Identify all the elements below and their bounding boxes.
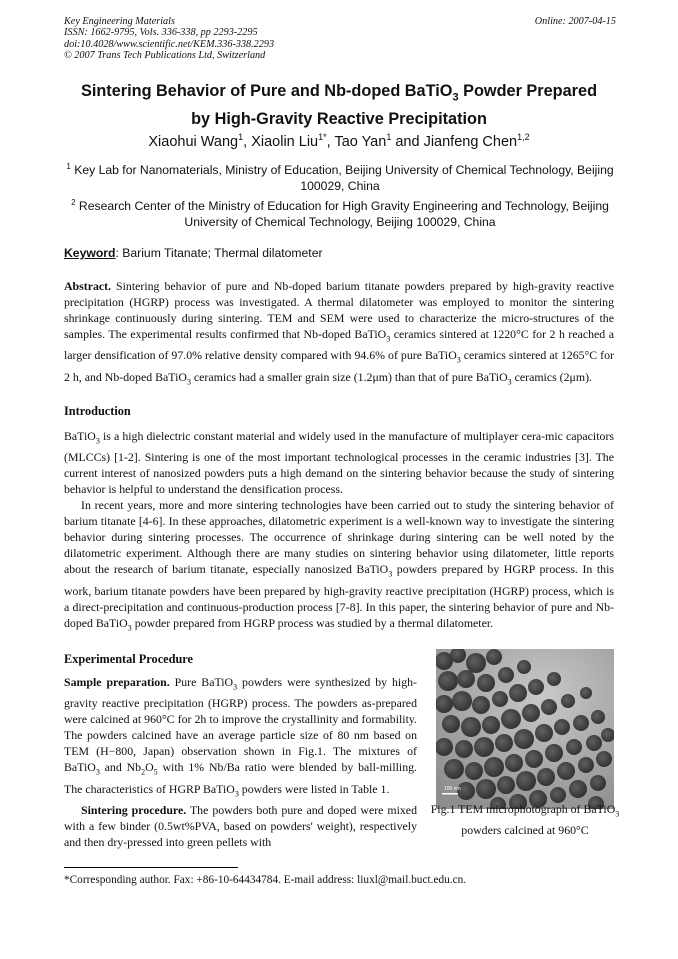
paper-title: Sintering Behavior of Pure and Nb-doped BaTiO$_3$ Powder Prepared by High-Gravity Reactive Precipitation (40, 80, 638, 130)
issn-line: ISSN: 1662-9795, Vols. 336-338, pp 2293-2295 (64, 27, 258, 39)
introduction-section (64, 403, 614, 636)
abstract-label: Abstract. (64, 279, 112, 293)
journal-header (64, 16, 274, 61)
author-name: Xiaohui Wang (148, 133, 239, 150)
affiliation-2: $^2$ Research Center of the Ministry of Education for High Gravity Engineering and Technology, Beijing University of Chemical Technology, Beijing 100029, China (71, 198, 609, 230)
experimental-heading: Experimental Procedure (64, 652, 193, 666)
scale-bar (442, 793, 458, 795)
tem-micrograph (436, 649, 614, 809)
journal-name: Key Engineering Materials (64, 16, 175, 27)
sample-preparation-paragraph: Sample preparation. Pure BaTiO$_3$ powders were synthesized by high-gravity reactive precipitation (HGRP) process. The powders as-prepared were calcined at 960°C for 2h to improve the crystallinity and formability. The powders calcined have an average particle size of 80 nm based on TEM (H−800, Japan) observation shown in Fig.1. The mixtures of BaTiO$_3$ and $Nb_2O_5$ with 1% Nb/Ba ratio were blended by ball-milling. The characteristics of HGRP BaTiO$_3$ powders were listed in Table 1. (64, 675, 418, 799)
affiliation-1: $^1$ Key Lab for Nanomaterials, Ministry of Education, Beijing University of Chemical Technology, Beijing 100029, China (66, 162, 614, 194)
keywords (64, 246, 323, 260)
tem-image (436, 649, 614, 809)
online-date: Online: 2007-04-15 (534, 16, 616, 27)
author-name: Xiaolin Liu (251, 133, 319, 150)
copyright-line: © 2007 Trans Tech Publications Ltd, Switzerland (64, 49, 266, 61)
author-name: Jianfeng Chen (423, 133, 518, 150)
footnote-rule (64, 867, 238, 868)
keyword-label: Keyword (64, 246, 116, 260)
corresponding-author-footnote: *Corresponding author. Fax: +86-10-64434784. E-mail address: liuxl@mail.buct.edu.cn. (64, 874, 467, 886)
introduction-heading: Introduction (64, 404, 131, 418)
experimental-section (64, 651, 417, 850)
intro-paragraph-2: In recent years, more and more sintering technologies have been carried out to study the sintering behavior of barium titanate [4-6]. In these approaches, dilatometric experiment is a well-known way to investigate the sintering behavior during sintering processes. The occurrence of shrinkage during sintering can be well noted by the dilatometric experiment. Although there are many studies on sintering behavior using dilatometer, little reports about the research of barium titanate, especially nanosized BaTiO$_3$ powders prepared by HGRP process. In this work, barium titanate powders have been prepared by high-gravity reactive precipitation (HGRP) process, which is a direct-precipitation and continuous-production process [7-8]. In this paper, the sintering behavior of pure and Nb-doped BaTiO$_3$ powder prepared from HGRP process was studied by a thermal dilatometer. (64, 498, 614, 633)
abstract: Abstract. Sintering behavior of pure and Nb-doped barium titanate powders prepared by high-gravity reactive precipitation (HGRP) process was investigated. A thermal dilatometer was employed to monitor the sintering shrinkage continuously during sintering. TEM and SEM were used to characterize the micro-structures of the samples. The experimental results confirmed that Nb-doped BaTiO$_3$ ceramics sintered at 1220°C for 2 h reached a larger densification of 97.0% relative density compared with 94.6% of pure BaTiO$_3$ ceramics sintered at 1265°C for 2 h, and Nb-doped BaTiO$_3$ ceramics had a smaller grain size (1.2μm) than that of pure BaTiO$_3$ ceramics (2μm). (64, 279, 614, 387)
scale-label: 100 nm (444, 786, 461, 792)
author-list: Xiaohui Wang$^1$, Xiaolin Liu$^{1*}$, Tao Yan$^1$ and Jianfeng Chen$^{1,2}$ (148, 132, 530, 150)
sintering-procedure-paragraph: Sintering procedure. The powders both pure and doped were mixed with a few binder (0.5wt%PVA, based on powders' weight), respectively and then dry-pressed into green pellets with (64, 803, 417, 850)
title-line-2: by High-Gravity Reactive Precipitation (191, 110, 487, 129)
keyword-text: : Barium Titanate; Thermal dilatometer (115, 246, 323, 260)
figure-caption: Fig.1 TEM microphotograph of BaTiO$_3$ powders calcined at 960°C (430, 802, 620, 838)
author-name: Tao Yan (334, 133, 387, 150)
doi-line: doi:10.4028/www.scientific.net/KEM.336-338.2293 (64, 38, 275, 50)
intro-paragraph-1: BaTiO$_3$ is a high dielectric constant material and widely used in the manufacture of multiplayer cera-mic capacitors (MLCCs) [1-2]. Sintering is one of the most important technological processes in the ceramic industries [3]. The current interest of nanosized powders puts a high demand on the sintering behavior because the study of sintering behavior is helpful to understand the densification process. (64, 429, 614, 497)
